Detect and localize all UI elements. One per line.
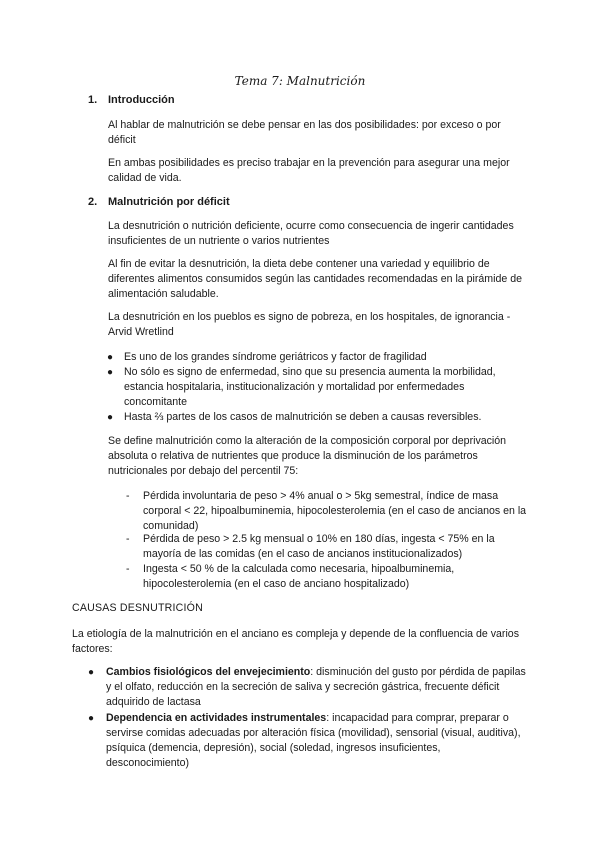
section-title: Introducción xyxy=(108,94,175,106)
list-item-text: : incapacidad para comprar, preparar o servirse comidas adecuadas por alteración física (movilidad), sensorial (visual, auditiva), psíquica (demencia, depresión), social (soledad, ingresos insuficientes, desconocimiento) xyxy=(106,712,521,769)
quote-paragraph: La desnutrición en los pueblos es signo de pobreza, en los hospitales, de ignorancia - Arvid Wretlind xyxy=(108,311,511,338)
bullet-marker: ● xyxy=(107,412,114,423)
list-item-text: No sólo es signo de enfermedad, sino que su presencia aumenta la morbilidad, estancia hospitalaria, institucionalización y mortalidad por enfermedades concomitante xyxy=(124,366,496,408)
page-title: Tema 7: Malnutrición xyxy=(234,74,366,88)
bullet-marker: ● xyxy=(107,367,114,378)
bullet-marker: ● xyxy=(88,667,95,678)
list-item-text: Ingesta < 50 % de la calculada como necesaria, hipoalbuminemia, hipocolesterolemia (en el caso de anciano hospitalizado) xyxy=(143,563,455,590)
list-item-text: Es uno de los grandes síndrome geriátricos y factor de fragilidad xyxy=(124,351,427,363)
list-item-text: : disminución del gusto por pérdida de papilas y el olfato, reducción en la secreción de saliva y secreción gástrica, frecuente déficit adquirido de lactasa xyxy=(106,666,526,708)
list-item-text: Pérdida de peso > 2.5 kg mensual o 10% en 180 días, ingesta < 75% en la mayoría de las comidas (en el caso de ancianos institucionalizados) xyxy=(143,533,495,560)
list-item-text: Pérdida involuntaria de peso > 4% anual o > 5kg semestral, índice de masa corporal < 22, hipoalbuminemia, hipocolesterolemia (en el caso de ancianos en la comunidad) xyxy=(143,490,527,532)
list-item xyxy=(88,711,526,771)
list-item xyxy=(126,562,528,592)
subheading-causas: CAUSAS DESNUTRICIÓN xyxy=(72,602,203,614)
bullet-marker: ● xyxy=(107,352,114,363)
paragraph: La etiología de la malnutrición en el anciano es compleja y depende de la confluencia de varios factores: xyxy=(72,628,519,655)
list-item xyxy=(107,350,514,365)
paragraph: La desnutrición o nutrición deficiente, ocurre como consecuencia de ingerir cantidades insuficientes de un nutriente o varios nutrientes xyxy=(108,220,514,247)
section-heading-malnutricion-deficit xyxy=(88,196,230,208)
dash-marker: - xyxy=(126,490,130,502)
section-number: 2. xyxy=(88,196,98,208)
paragraph: Al hablar de malnutrición se debe pensar en las dos posibilidades: por exceso o por déficit xyxy=(108,119,501,146)
section-title: Malnutrición por déficit xyxy=(108,196,230,208)
list-item xyxy=(107,365,514,410)
list-item xyxy=(126,532,528,562)
bullet-marker: ● xyxy=(88,713,95,724)
list-item xyxy=(107,410,514,425)
section-number: 1. xyxy=(88,94,98,106)
list-item-text: Hasta ⅔ partes de los casos de malnutrición se deben a causas reversibles. xyxy=(124,411,482,423)
dash-marker: - xyxy=(126,533,130,545)
dash-marker: - xyxy=(126,563,130,575)
paragraph: Se define malnutrición como la alteración de la composición corporal por deprivación absoluta o relativa de nutrientes que produce la disminución de los parámetros nutricionales por debajo del percentil 75: xyxy=(108,435,507,477)
section-heading-introduccion xyxy=(88,94,175,106)
list-item-bold: Dependencia en actividades instrumentales xyxy=(106,712,327,724)
paragraph: Al fin de evitar la desnutrición, la dieta debe contener una variedad y equilibrio de diferentes alimentos consumidos según las cantidades recomendadas en la pirámide de alimentación saludable. xyxy=(108,258,522,300)
list-item-bold: Cambios fisiológicos del envejecimiento xyxy=(106,666,311,678)
list-item xyxy=(126,489,528,534)
list-item xyxy=(88,665,526,710)
paragraph: En ambas posibilidades es preciso trabajar en la prevención para asegurar una mejor calidad de vida. xyxy=(108,157,510,184)
